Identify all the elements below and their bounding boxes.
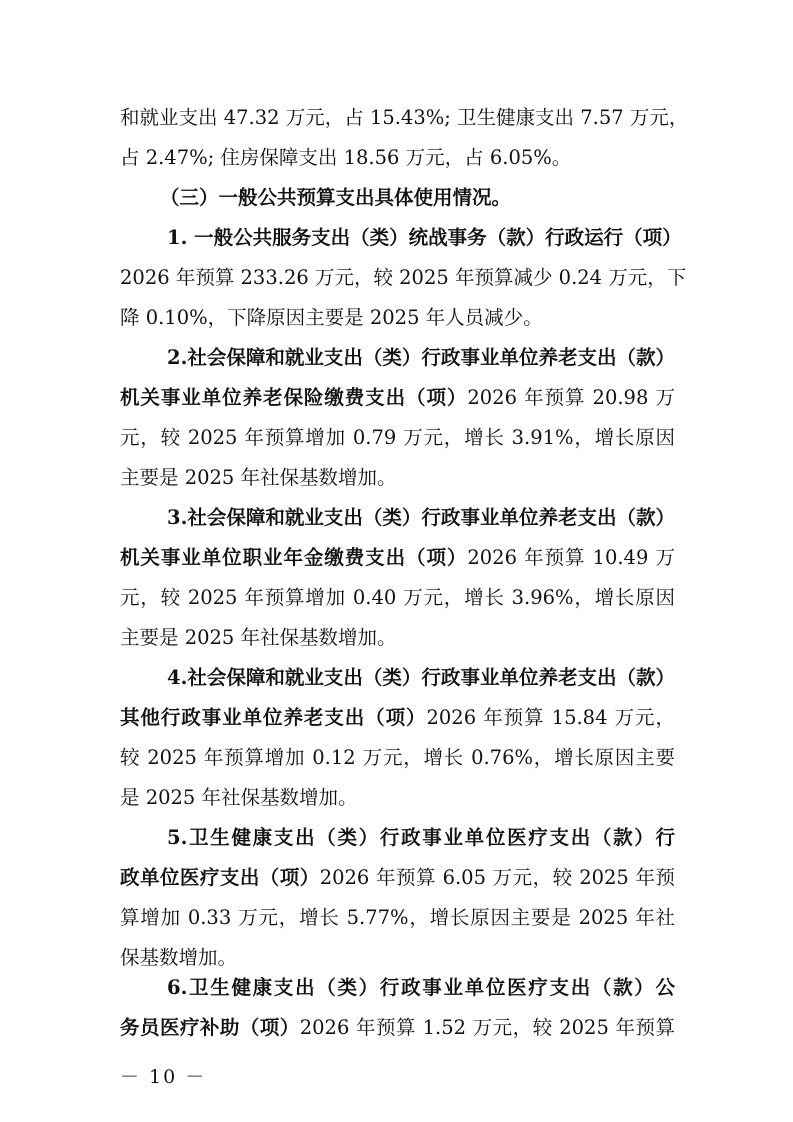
text-line: 是 2025 年社保基数增加。 [120,786,358,809]
text-line [120,706,675,730]
item-2-title: 2.社会保障和就业支出（类）行政事业单位养老支出（款） [167,346,675,369]
item-2-budget: 2026 年预算 20.98 万 [467,386,675,409]
text-line [120,386,675,410]
text-line: 保基数增加。 [120,946,238,969]
text-line: 算增加 0.33 万元，增长 5.77%，增长原因主要是 2025 年社 [120,906,675,929]
item-3-budget: 2026 年预算 10.49 万 [467,546,675,569]
item-6-subtitle: 务员医疗补助（项） [120,1016,300,1039]
item-heading [167,226,682,250]
heading-text: （三）一般公共预算支出具体使用情况。 [160,186,512,209]
text-line: 降 0.10%，下降原因主要是 2025 年人员减少。 [120,306,543,329]
item-heading [167,666,675,690]
text-line: 和就业支出 47.32 万元，占 15.43%; 卫生健康支出 7.57 万元， [120,106,689,129]
item-heading [167,346,675,370]
item-heading [167,826,675,850]
text-line [120,546,675,570]
text-line [120,1016,675,1040]
section-heading [160,186,675,210]
item-3-subtitle: 机关事业单位职业年金缴费支出（项） [120,546,468,569]
item-5-subtitle: 政单位医疗支出（项） [120,866,320,889]
item-6-title: 6.卫生健康支出（类）行政事业单位医疗支出（款）公 [167,976,675,999]
page-number: － 10 － [120,1066,207,1088]
item-5-title: 5.卫生健康支出（类）行政事业单位医疗支出（款）行 [167,826,675,849]
text-line: 元，较 2025 年预算增加 0.79 万元，增长 3.91%，增长原因 [120,426,675,449]
text-line [120,866,675,890]
item-4-subtitle: 其他行政事业单位养老支出（项） [120,706,427,729]
text-line: 主要是 2025 年社保基数增加。 [120,626,397,649]
item-4-budget: 2026 年预算 15.84 万元， [426,706,675,729]
text-line: 占 2.47%; 住房保障支出 18.56 万元，占 6.05%。 [120,146,572,169]
item-6-budget: 2026 年预算 1.52 万元，较 2025 年预算 [299,1016,675,1039]
item-4-title: 4.社会保障和就业支出（类）行政事业单位养老支出（款） [167,666,675,689]
text-line: 2026 年预算 233.26 万元，较 2025 年预算减少 0.24 万元，下 [120,266,687,289]
item-5-budget: 2026 年预算 6.05 万元，较 2025 年预 [319,866,675,889]
text-line: 较 2025 年预算增加 0.12 万元，增长 0.76%，增长原因主要 [120,746,675,769]
text-line: 元，较 2025 年预算增加 0.40 万元，增长 3.96%，增长原因 [120,586,675,609]
text-line: 主要是 2025 年社保基数增加。 [120,466,397,489]
item-2-subtitle: 机关事业单位养老保险缴费支出（项） [120,386,468,409]
item-3-title: 3.社会保障和就业支出（类）行政事业单位养老支出（款） [167,506,675,529]
item-1-title: 1. 一般公共服务支出（类）统战事务（款）行政运行（项） [167,226,682,249]
item-heading [167,506,675,530]
item-heading [167,976,675,1000]
